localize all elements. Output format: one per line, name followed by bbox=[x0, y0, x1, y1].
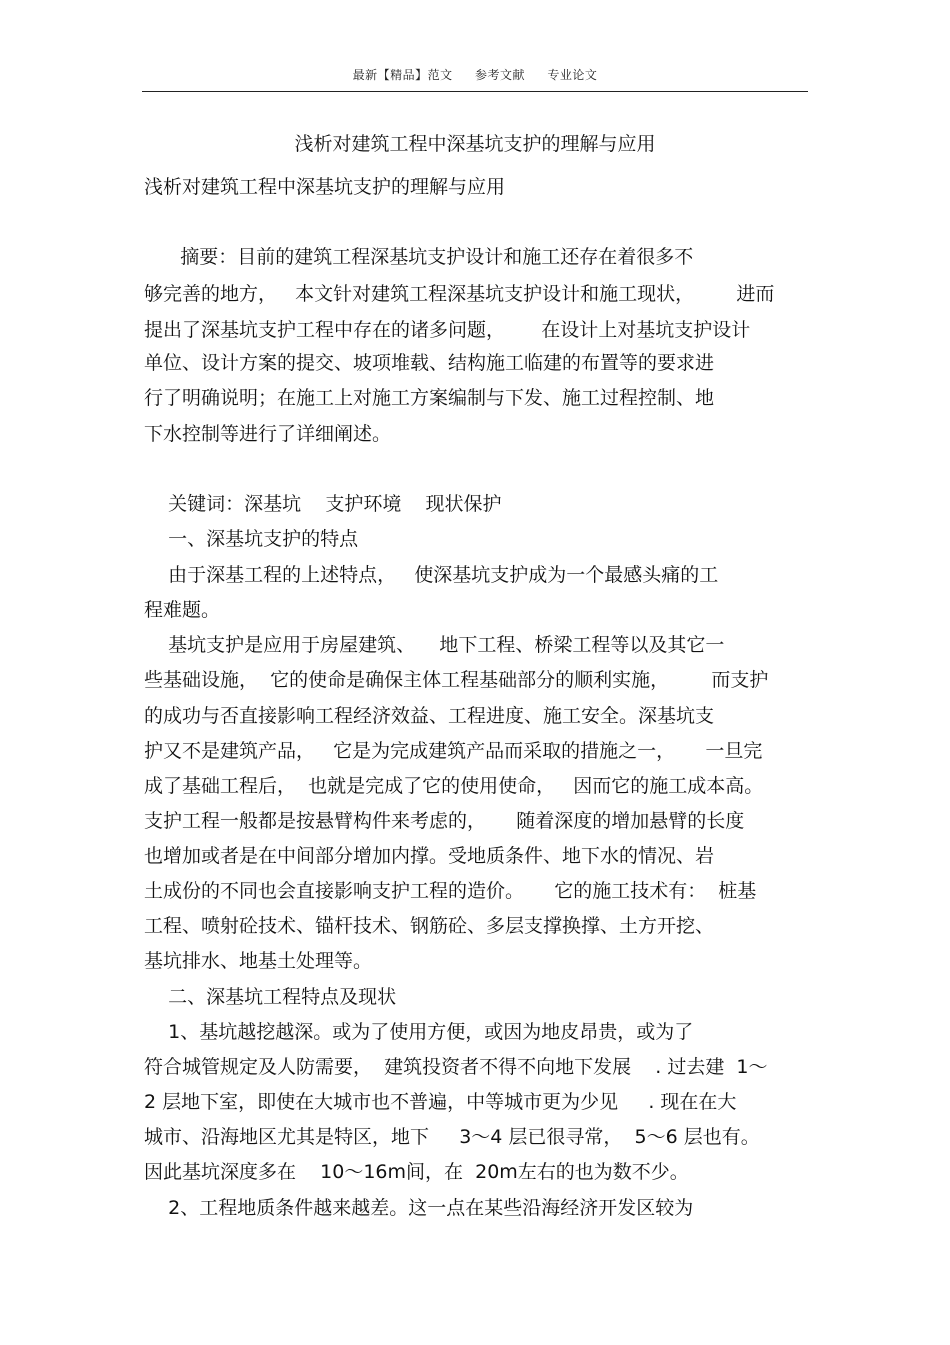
body-line: 符合城管规定及人防需要， 建筑投资者不得不向地下发展 . 过去建 1～ bbox=[144, 1056, 768, 1078]
section-heading: 二、深基坑工程特点及现状 bbox=[144, 986, 397, 1008]
body-line: 摘要：目前的建筑工程深基坑支护设计和施工还存在着很多不 bbox=[144, 246, 694, 268]
body-line: 单位、设计方案的提交、坡项堆载、结构施工临建的布置等的要求进 bbox=[144, 352, 715, 374]
body-line: 也增加或者是在中间部分增加内撑。受地质条件、地下水的情况、岩 bbox=[144, 845, 715, 867]
body-line: 因此基坑深度多在 10～16m间，在 20m左右的也为数不少。 bbox=[144, 1161, 689, 1183]
header-item-latest-essays: 最新【精品】范文 bbox=[352, 68, 453, 82]
document-title: 浅析对建筑工程中深基坑支护的理解与应用 bbox=[294, 133, 656, 155]
body-line: 行了明确说明；在施工上对施工方案编制与下发、施工过程控制、地 bbox=[144, 387, 715, 409]
body-line: 的成功与否直接影响工程经济效益、工程进度、施工安全。深基坑支 bbox=[144, 705, 715, 727]
body-line: 程难题。 bbox=[144, 599, 221, 621]
keywords-line: 关键词：深基坑 支护环境 现状保护 bbox=[144, 493, 502, 515]
body-line: 够完善的地方， 本文针对建筑工程深基坑支护设计和施工现状， 进而 bbox=[144, 283, 775, 305]
body-line: 护又不是建筑产品， 它是为完成建筑产品而采取的措施之一， 一旦完 bbox=[144, 740, 763, 762]
body-line: 成了基础工程后， 也就是完成了它的使用使命， 因而它的施工成本高。 bbox=[144, 775, 764, 797]
body-line: 土成份的不同也会直接影响支护工程的造价。 它的施工技术有： 桩基 bbox=[144, 880, 757, 902]
body-line: 下水控制等进行了详细阐述。 bbox=[144, 423, 392, 445]
body-line: 工程、喷射砼技术、锚杆技术、钢筋砼、多层支撑换撑、土方开挖、 bbox=[144, 915, 715, 937]
header-item-papers: 专业论文 bbox=[547, 68, 598, 82]
body-line: 1、基坑越挖越深。或为了使用方便，或因为地皮昂贵，或为了 bbox=[144, 1021, 694, 1043]
body-line: 2、工程地质条件越来越差。这一点在某些沿海经济开发区较为 bbox=[144, 1197, 694, 1219]
body-line: 提出了深基坑支护工程中存在的诸多问题， 在设计上对基坑支护设计 bbox=[144, 319, 751, 341]
body-line: 2 层地下室，即使在大城市也不普遍，中等城市更为少见 . 现在在大 bbox=[144, 1091, 737, 1113]
body-line: 基坑排水、地基土处理等。 bbox=[144, 950, 373, 972]
header-rule bbox=[142, 91, 808, 92]
body-line: 由于深基工程的上述特点， 使深基坑支护成为一个最感头痛的工 bbox=[144, 564, 719, 586]
section-heading: 一、深基坑支护的特点 bbox=[144, 528, 359, 550]
body-line: 基坑支护是应用于房屋建筑、 地下工程、桥梁工程等以及其它一 bbox=[144, 634, 725, 656]
body-line: 些基础设施， 它的使命是确保主体工程基础部分的顺利实施， 而支护 bbox=[144, 669, 769, 691]
body-line: 支护工程一般都是按悬臂构件来考虑的， 随着深度的增加悬臂的长度 bbox=[144, 810, 745, 832]
body-line: 城市、沿海地区尤其是特区，地下 3～4 层已很寻常， 5～6 层也有。 bbox=[144, 1126, 760, 1148]
page-header bbox=[0, 66, 950, 83]
header-item-references: 参考文献 bbox=[474, 68, 525, 82]
subtitle-line: 浅析对建筑工程中深基坑支护的理解与应用 bbox=[144, 176, 506, 198]
